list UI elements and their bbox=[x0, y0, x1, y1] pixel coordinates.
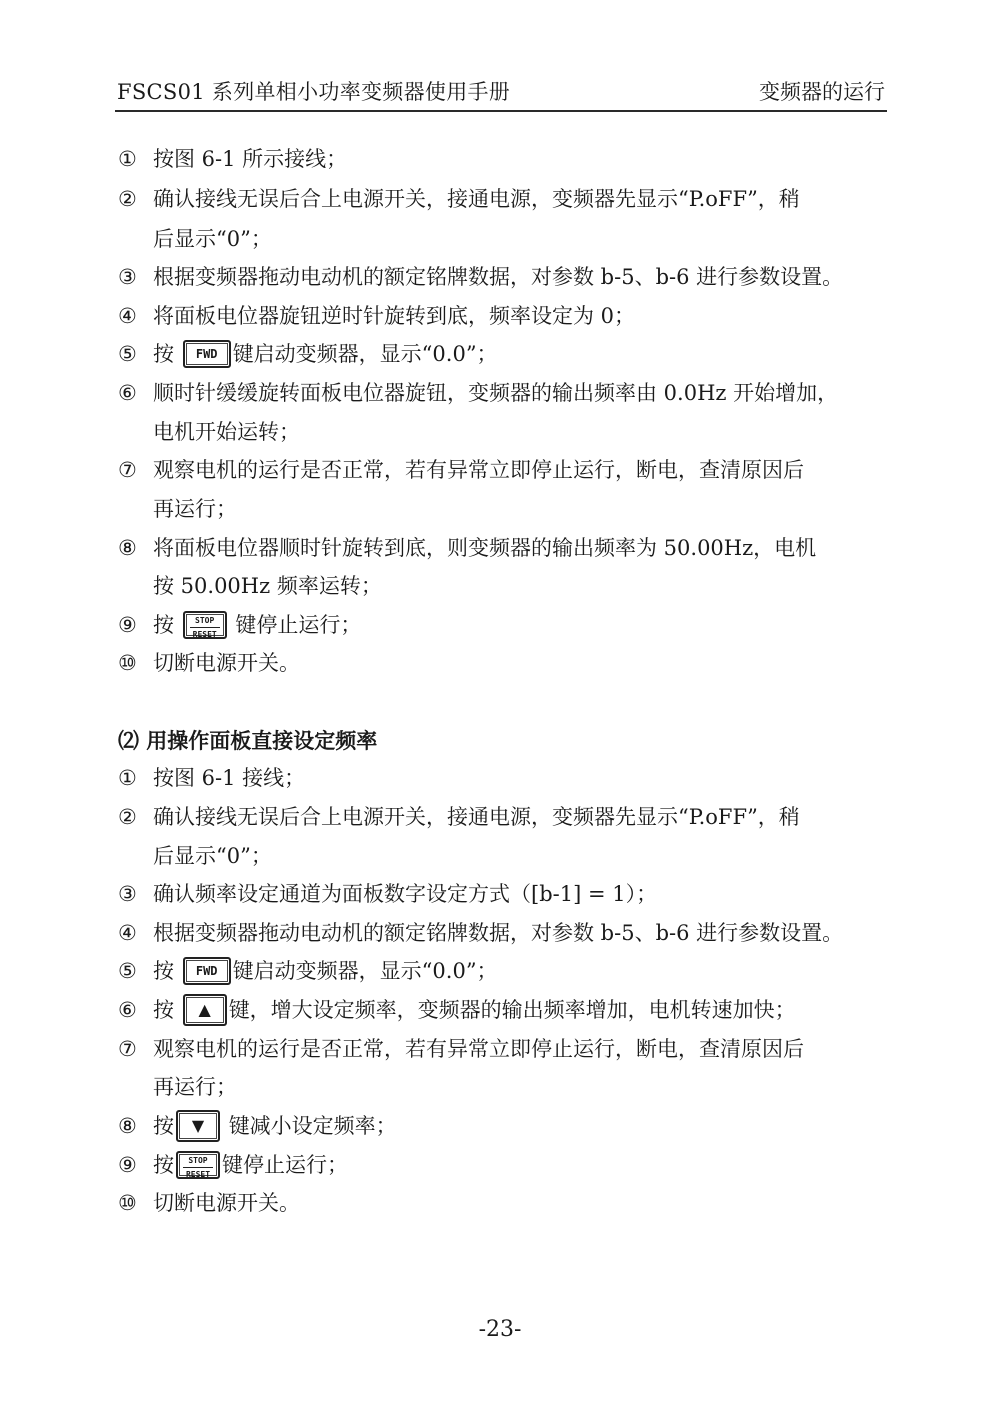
stop-reset-key-icon: STOP RESET bbox=[176, 1151, 220, 1179]
list-item: ⑦ 观察电机的运行是否正常，若有异常立即停止运行，断电，查清原因后 bbox=[118, 458, 804, 482]
page-number: -23- bbox=[478, 1317, 522, 1342]
list-item: ⑩ 切断电源开关。 bbox=[118, 1191, 300, 1215]
chapter-title: 变频器的运行 bbox=[759, 80, 885, 104]
list-item: ④ 将面板电位器旋钮逆时针旋转到底，频率设定为 0； bbox=[118, 304, 636, 328]
list-item: ③ 根据变频器拖动电动机的额定铭牌数据，对参数 b-5、b-6 进行参数设置。 bbox=[118, 265, 844, 289]
list-item-continuation: 再运行； bbox=[153, 497, 237, 521]
stop-reset-key-icon: STOP RESET bbox=[183, 611, 227, 639]
list-item: ① 按图 6-1 所示接线； bbox=[118, 147, 348, 171]
list-item: ⑩ 切断电源开关。 bbox=[118, 651, 300, 675]
list-item: ⑤ 按 FWD 键启动变频器，显示“0.0”； bbox=[118, 339, 498, 370]
list-item: ② 确认接线无误后合上电源开关，接通电源，变频器先显示“P.oFF”，稍 bbox=[118, 805, 800, 829]
list-item: ① 按图 6-1 接线； bbox=[118, 766, 306, 790]
fwd-key-icon: FWD bbox=[183, 340, 231, 368]
list-item-continuation: 后显示“0”； bbox=[153, 844, 272, 868]
list-item: ④ 根据变频器拖动电动机的额定铭牌数据，对参数 b-5、b-6 进行参数设置。 bbox=[118, 921, 844, 945]
list-item-continuation: 后显示“0”； bbox=[153, 227, 272, 251]
section-heading: ⑵ 用操作面板直接设定频率 bbox=[118, 728, 378, 753]
list-item: ③ 确认频率设定通道为面板数字设定方式（[b-1] = 1）； bbox=[118, 882, 658, 906]
list-item: ② 确认接线无误后合上电源开关，接通电源，变频器先显示“P.oFF”，稍 bbox=[118, 187, 800, 211]
up-arrow-key-icon: ▲ bbox=[183, 994, 227, 1026]
list-item-continuation: 按 50.00Hz 频率运转； bbox=[153, 574, 382, 598]
list-item: ⑤ 按 FWD 键启动变频器，显示“0.0”； bbox=[118, 956, 498, 987]
list-item: ⑥ 按 ▲ 键，增大设定频率，变频器的输出频率增加，电机转速加快； bbox=[118, 995, 796, 1028]
list-item: ⑨ 按 STOP RESET 键停止运行； bbox=[118, 610, 361, 641]
list-item: ⑥ 顺时针缓缓旋转面板电位器旋钮，变频器的输出频率由 0.0Hz 开始增加， bbox=[118, 381, 839, 405]
manual-title: FSCS01 系列单相小功率变频器使用手册 bbox=[117, 80, 511, 104]
down-arrow-key-icon: ▼ bbox=[176, 1110, 220, 1142]
page-header bbox=[115, 72, 887, 112]
list-item: ⑨ 按 STOP RESET 键停止运行； bbox=[118, 1150, 348, 1181]
list-item-continuation: 电机开始运转； bbox=[153, 420, 300, 444]
list-item: ⑦ 观察电机的运行是否正常，若有异常立即停止运行，断电，查清原因后 bbox=[118, 1037, 804, 1061]
fwd-key-icon: FWD bbox=[183, 957, 231, 985]
list-item: ⑧ 将面板电位器顺时针旋转到底，则变频器的输出频率为 50.00Hz，电机 bbox=[118, 536, 817, 560]
list-item-continuation: 再运行； bbox=[153, 1075, 237, 1099]
list-item: ⑧ 按 ▼ 键减小设定频率； bbox=[118, 1111, 397, 1144]
